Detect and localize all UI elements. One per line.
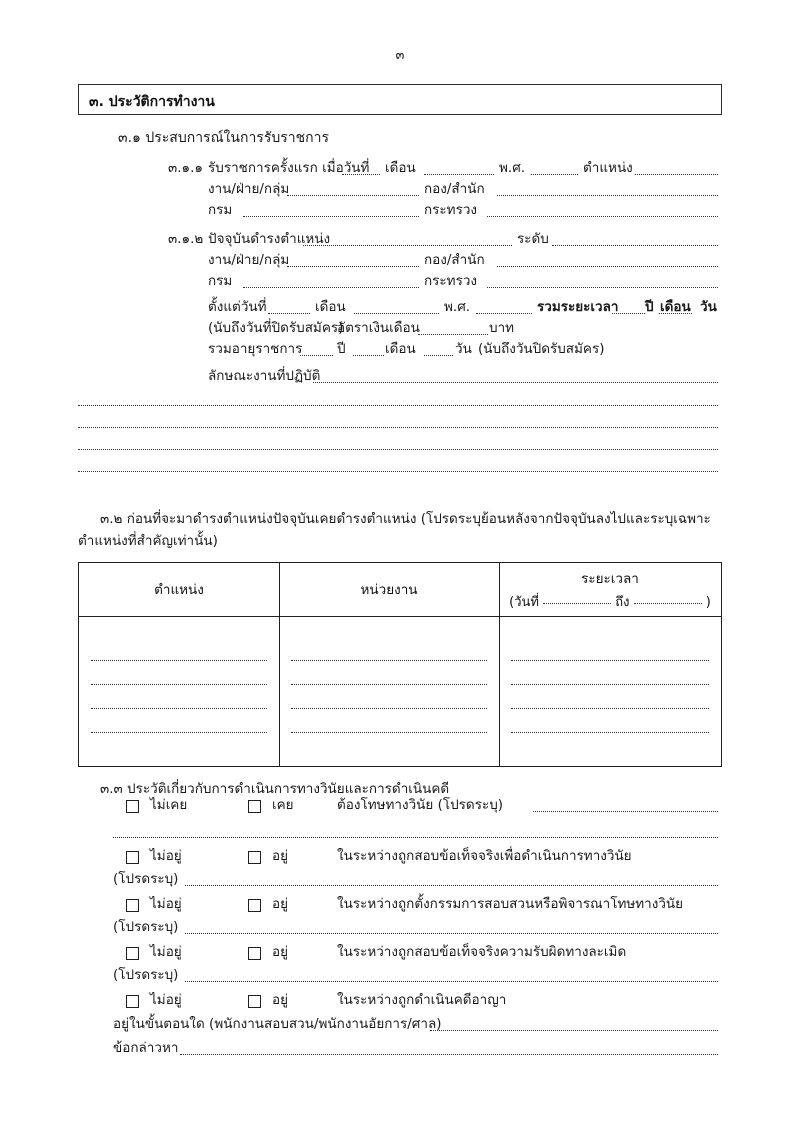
item-3-1-2-line1-label2: ระดับ (517, 231, 549, 247)
table-line[interactable] (511, 660, 709, 661)
checkbox-label-under-criminal-case: อยู่ (272, 992, 289, 1008)
fill-current-ministry[interactable] (487, 287, 718, 288)
table-line[interactable] (511, 684, 709, 685)
checkbox-not-under-fact-finding[interactable] (126, 851, 139, 864)
blank-line-1[interactable] (78, 405, 718, 406)
fill-duration-from[interactable] (543, 592, 611, 604)
table-line[interactable] (291, 660, 487, 661)
item-3-1-2-total-days-unit: วัน (700, 299, 717, 315)
item-3-1-2-line3-label2: กระทรวง (424, 273, 477, 289)
table-header-divider (79, 616, 721, 617)
duration-to-label: ถึง (615, 595, 630, 610)
fill-division-first[interactable] (287, 195, 419, 196)
table-line[interactable] (291, 732, 487, 733)
fill-disciplinary-penalty-cont[interactable] (113, 837, 718, 838)
item-3-1-1-line3-label2: กระทรวง (424, 202, 477, 218)
statement-criminal-case: ในระหว่างถูกดำเนินคดีอาญา (337, 992, 507, 1008)
table-header-position: ตำแหน่ง (154, 582, 204, 598)
checkbox-label-under-tort-liability: อยู่ (272, 944, 289, 960)
position-history-table (78, 562, 722, 767)
fill-department-first[interactable] (243, 216, 419, 217)
item-3-1-1-line1-label4: ตำแหน่ง (583, 160, 633, 176)
item-3-1-2-total-months-unit: เดือน (660, 299, 691, 315)
followup-label-fact-finding: (โปรดระบุ) (113, 871, 179, 887)
checkbox-label-under-investigation-committee: อยู่ (272, 896, 289, 912)
checkbox-label-not-under-criminal-case: ไม่อยู่ (150, 992, 182, 1008)
item-3-1-2-total-duration-label: รวมระยะเวลา (537, 299, 619, 315)
fill-position-first[interactable] (635, 174, 718, 175)
fill-current-level[interactable] (552, 245, 718, 246)
item-3-1-2-line1-label1: ปัจจุบันดำรงตำแหน่ง (208, 231, 331, 247)
checkbox-under-criminal-case[interactable] (248, 995, 261, 1008)
blank-line-2[interactable] (78, 427, 718, 428)
item-3-1-2-service-days-unit: วัน (455, 341, 472, 357)
table-header-organization: หน่วยงาน (360, 582, 418, 598)
duration-from-label: (วันที่ (509, 595, 539, 610)
checkbox-under-fact-finding[interactable] (248, 851, 261, 864)
fill-salary[interactable] (418, 334, 488, 335)
item-3-1-1-line3-label1: กรม (208, 202, 233, 218)
fill-current-position[interactable] (303, 245, 512, 246)
fill-total-years[interactable] (612, 313, 645, 314)
table-line[interactable] (91, 660, 267, 661)
item-3-1-2-line2-label1: งาน/ฝ่าย/กลุ่ม (208, 252, 290, 268)
checkbox-label-never-disciplined: ไม่เคย (150, 797, 188, 813)
item-3-1-2-line5-note: (นับถึงวันที่ปิดรับสมัคร) (208, 320, 344, 336)
fill-current-division[interactable] (287, 266, 419, 267)
fill-service-months[interactable] (353, 355, 384, 356)
duration-close-paren: ) (705, 595, 711, 610)
item-3-1-1-line1-label3: พ.ศ. (499, 160, 526, 176)
item-3-1-2-service-note: (นับถึงวันปิดรับสมัคร) (478, 341, 605, 357)
fill-year-first[interactable] (531, 174, 578, 175)
item-3-1-2-service-months-unit: เดือน (385, 341, 416, 357)
fill-since-year[interactable] (476, 313, 532, 314)
criminal-stage-label: อยู่ในขั้นตอนใด (พนักงานสอบสวน/พนักงานอัยการ/ศาล) (113, 1016, 442, 1032)
table-line[interactable] (511, 708, 709, 709)
checkbox-ever-disciplined[interactable] (248, 800, 261, 813)
checkbox-not-under-criminal-case[interactable] (126, 995, 139, 1008)
section-title-box (78, 84, 722, 115)
fill-month-first[interactable] (424, 174, 494, 175)
item-3-1-2-line2-label2: กอง/สำนัก (424, 252, 485, 268)
fill-service-years[interactable] (300, 355, 333, 356)
item-3-1-2-line3-label1: กรม (208, 273, 233, 289)
fill-since-month[interactable] (354, 313, 439, 314)
item-3-1-1-line1-label2: เดือน (385, 160, 416, 176)
table-line[interactable] (91, 684, 267, 685)
page-number: ๓ (395, 48, 405, 63)
checkbox-under-investigation-committee[interactable] (248, 899, 261, 912)
statement-disciplinary-penalty: ต้องโทษทางวินัย (โปรดระบุ) (337, 797, 504, 813)
item-3-1-1-line2-label1: งาน/ฝ่าย/กลุ่ม (208, 181, 290, 197)
fill-fact-finding-detail[interactable] (185, 885, 718, 886)
checkbox-under-tort-liability[interactable] (248, 947, 261, 960)
table-line[interactable] (291, 708, 487, 709)
checkbox-label-under-fact-finding: อยู่ (272, 848, 289, 864)
fill-allegation[interactable] (180, 1054, 718, 1055)
subsection-3-1-heading: ๓.๑ ประสบการณ์ในการรับราชการ (118, 130, 329, 146)
statement-fact-finding-discipline: ในระหว่างถูกสอบข้อเท็จจริงเพื่อดำเนินการทางวินัย (337, 848, 632, 864)
checkbox-never-disciplined[interactable] (126, 800, 139, 813)
checkbox-label-not-under-tort-liability: ไม่อยู่ (150, 944, 182, 960)
subsection-3-3-heading: ๓.๓ ประวัติเกี่ยวกับการดำเนินการทางวินัยและการดำเนินคดี (100, 781, 450, 797)
fill-criminal-stage[interactable] (430, 1030, 718, 1031)
fill-tort-liability-detail[interactable] (185, 981, 718, 982)
allegation-label: ข้อกล่าวหา (113, 1040, 179, 1056)
checkbox-label-ever-disciplined: เคย (272, 797, 294, 813)
statement-investigation-committee: ในระหว่างถูกตั้งกรรมการสอบสวนหรือพิจารณาโทษทางวินัย (337, 896, 684, 912)
item-3-1-2-salary-label: อัตราเงินเดือน (337, 320, 420, 336)
item-3-1-2-job-duties-label: ลักษณะงานที่ปฏิบัติ (208, 368, 321, 384)
item-3-1-2-service-years-unit: ปี (337, 341, 346, 357)
fill-bureau-first[interactable] (497, 195, 718, 196)
checkbox-not-under-investigation-committee[interactable] (126, 899, 139, 912)
item-3-1-2-line4-label1: ตั้งแต่วันที่ (208, 299, 267, 315)
fill-investigation-committee-detail[interactable] (185, 933, 718, 934)
table-line[interactable] (291, 684, 487, 685)
statement-tort-liability: ในระหว่างถูกสอบข้อเท็จจริงความรับผิดทางละเมิด (337, 944, 627, 960)
item-3-1-1-number: ๓.๑.๑ (168, 160, 203, 176)
fill-ministry-first[interactable] (487, 216, 718, 217)
checkbox-not-under-tort-liability[interactable] (126, 947, 139, 960)
fill-duration-to[interactable] (634, 592, 702, 604)
item-3-1-1-line1-label1: รับราชการครั้งแรก เมื่อวันที่ (208, 160, 370, 176)
fill-current-bureau[interactable] (497, 266, 718, 267)
followup-label-investigation-committee: (โปรดระบุ) (113, 919, 179, 935)
fill-job-duties[interactable] (313, 382, 718, 383)
followup-label-tort-liability: (โปรดระบุ) (113, 967, 179, 983)
fill-day-first[interactable] (342, 174, 380, 175)
blank-line-3[interactable] (78, 449, 718, 450)
item-3-1-2-number: ๓.๑.๒ (168, 231, 204, 247)
item-3-1-2-salary-unit: บาท (489, 320, 515, 336)
fill-since-day[interactable] (268, 313, 310, 314)
table-line[interactable] (511, 732, 709, 733)
section-title: ๓. ประวัติการทำงาน (89, 94, 215, 110)
fill-current-department[interactable] (243, 287, 419, 288)
fill-disciplinary-penalty[interactable] (533, 811, 718, 812)
blank-line-4[interactable] (78, 471, 718, 472)
item-3-1-2-service-age-label: รวมอายุราชการ (208, 341, 303, 357)
item-3-1-2-total-years-unit: ปี (645, 299, 654, 315)
checkbox-label-not-under-fact-finding: ไม่อยู่ (150, 848, 182, 864)
item-3-1-2-line4-label2: เดือน (315, 299, 346, 315)
subsection-3-2-heading-line2: ตำแหน่งที่สำคัญเท่านั้น) (78, 533, 218, 549)
table-header-duration: ระยะเวลา (581, 571, 639, 587)
table-header-duration-subheader (499, 591, 721, 612)
item-3-1-1-line2-label2: กอง/สำนัก (424, 181, 485, 197)
table-line[interactable] (91, 732, 267, 733)
subsection-3-2-heading-line1: ๓.๒ ก่อนที่จะมาดำรงตำแหน่งปัจจุบันเคยดำรงตำแหน่ง (โปรดระบุย้อนหลังจากปัจจุบันลงไปและระบุเฉพาะ (100, 511, 711, 527)
fill-service-days[interactable] (424, 355, 453, 356)
checkbox-label-not-under-investigation-committee: ไม่อยู่ (150, 896, 182, 912)
table-line[interactable] (91, 708, 267, 709)
item-3-1-2-line4-label3: พ.ศ. (444, 299, 471, 315)
